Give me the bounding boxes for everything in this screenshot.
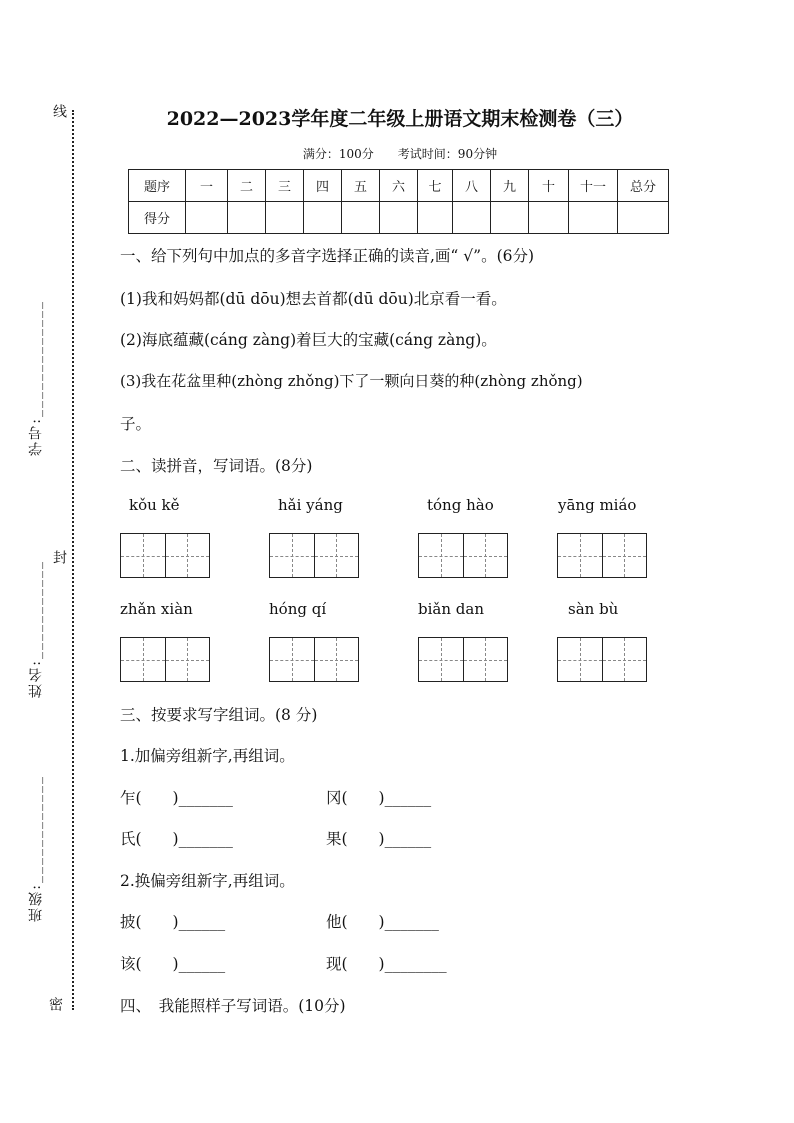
student-id-label: 学号:: [28, 417, 44, 456]
pinyin-label: biǎn dan: [418, 600, 484, 618]
score-input-cell[interactable]: [418, 202, 453, 234]
pinyin-label: zhǎn xiàn: [120, 600, 193, 618]
word-exercise[interactable]: 氏( )_______: [120, 830, 233, 848]
section3-sub2: 2.换偏旁组新字,再组词。: [120, 872, 295, 890]
writing-grid[interactable]: [418, 637, 508, 682]
score-table: [128, 169, 669, 234]
seal-dotted-line: [72, 110, 74, 1010]
word-exercise[interactable]: 该( )______: [120, 955, 226, 973]
seal-char-mid: 封: [51, 550, 67, 564]
word-exercise[interactable]: 披( )______: [120, 913, 226, 931]
class-field[interactable]: 班级:____________: [28, 775, 44, 922]
seal-char-bottom: 密: [47, 997, 63, 1011]
writing-grid[interactable]: [269, 637, 359, 682]
score-input-cell[interactable]: [618, 202, 669, 234]
score-header-cell: 十一: [569, 170, 618, 202]
score-input-cell[interactable]: [453, 202, 491, 234]
writing-grid[interactable]: [120, 533, 210, 578]
score-header-cell: 十: [529, 170, 569, 202]
score-input-cell[interactable]: [529, 202, 569, 234]
score-header-cell: 四: [304, 170, 342, 202]
score-header-cell: 总分: [618, 170, 669, 202]
word-exercise[interactable]: 冈( )______: [326, 789, 432, 807]
score-header-cell: 三: [266, 170, 304, 202]
section1-item-3-cont: 子。: [120, 415, 152, 433]
section3-heading: 三、按要求写字组词。(8 分): [120, 706, 318, 724]
score-table-header-row: [129, 170, 669, 202]
score-input-cell[interactable]: [342, 202, 380, 234]
word-exercise[interactable]: 乍( )_______: [120, 789, 233, 807]
pinyin-label: yāng miáo: [558, 496, 637, 514]
score-input-cell[interactable]: [491, 202, 529, 234]
score-input-cell[interactable]: [266, 202, 304, 234]
name-label: 姓名:: [28, 659, 44, 698]
score-header-cell: 八: [453, 170, 491, 202]
student-id-field[interactable]: 学号:_____________: [28, 300, 44, 456]
pinyin-label: hóng qí: [269, 600, 327, 618]
writing-grid[interactable]: [557, 637, 647, 682]
word-exercise[interactable]: 他( )_______: [326, 913, 439, 931]
score-header-cell: 二: [228, 170, 266, 202]
score-input-cell[interactable]: [186, 202, 228, 234]
section1-item-2[interactable]: (2)海底蕴藏(cáng zàng)着巨大的宝藏(cáng zàng)。: [120, 331, 497, 349]
pinyin-label: tóng hào: [427, 496, 494, 514]
score-header-cell: 五: [342, 170, 380, 202]
score-row-label: 得分: [129, 202, 186, 234]
writing-grid[interactable]: [120, 637, 210, 682]
score-input-cell[interactable]: [380, 202, 418, 234]
pinyin-label: kǒu kě: [129, 496, 180, 514]
score-header-cell: 题序: [129, 170, 186, 202]
score-header-cell: 一: [186, 170, 228, 202]
score-header-cell: 六: [380, 170, 418, 202]
score-table-score-row: [129, 202, 669, 234]
section4-heading: 四、 我能照样子写词语。(10分): [120, 997, 346, 1015]
word-exercise[interactable]: 果( )______: [326, 830, 432, 848]
section1-heading: 一、给下列句中加点的多音字选择正确的读音,画“ √”。(6分): [120, 247, 535, 265]
score-input-cell[interactable]: [228, 202, 266, 234]
section1-item-1[interactable]: (1)我和妈妈都(dū dōu)想去首都(dū dōu)北京看一看。: [120, 290, 507, 308]
class-label: 班级:: [28, 883, 44, 922]
score-header-cell: 九: [491, 170, 529, 202]
pinyin-label: hǎi yáng: [278, 496, 343, 514]
score-header-cell: 七: [418, 170, 453, 202]
writing-grid[interactable]: [418, 533, 508, 578]
word-exercise[interactable]: 现( )________: [326, 955, 447, 973]
exam-subtitle: 满分：100分 考试时间：90分钟: [302, 147, 498, 161]
writing-grid[interactable]: [557, 533, 647, 578]
score-input-cell[interactable]: [304, 202, 342, 234]
score-input-cell[interactable]: [569, 202, 618, 234]
section2-heading: 二、读拼音，写词语。(8分): [120, 457, 313, 475]
pinyin-label: sàn bù: [568, 600, 619, 618]
binding-margin: [0, 0, 110, 1123]
section1-item-3[interactable]: (3)我在花盆里种(zhòng zhǒng)下了一颗向日葵的种(zhòng zhǒng): [120, 372, 583, 390]
section3-sub1: 1.加偏旁组新字,再组词。: [120, 747, 295, 765]
exam-title: 2022—2023学年度二年级上册语文期末检测卷（三）: [166, 108, 634, 130]
writing-grid[interactable]: [269, 533, 359, 578]
seal-char-top: 线: [51, 104, 67, 118]
name-field[interactable]: 姓名:___________: [28, 560, 44, 698]
